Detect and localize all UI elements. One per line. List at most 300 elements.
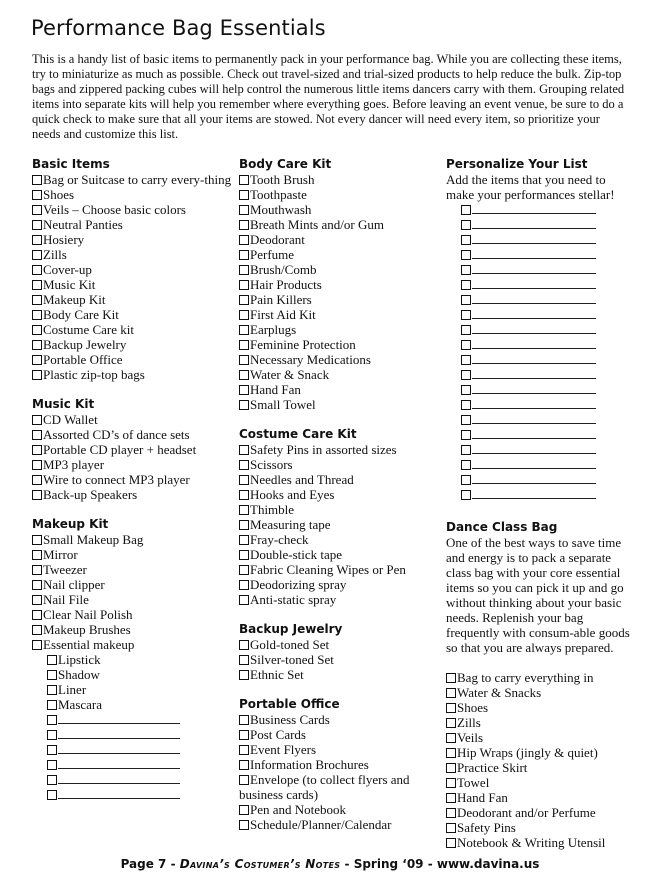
- checklist-item[interactable]: [239, 652, 439, 667]
- checklist-item[interactable]: [239, 667, 439, 682]
- checklist-item-label: Shoes: [457, 700, 489, 715]
- checklist-item[interactable]: [446, 745, 636, 760]
- write-in-line[interactable]: [472, 413, 596, 424]
- checkbox[interactable]: [461, 415, 471, 425]
- checklist-item[interactable]: [239, 172, 439, 187]
- checkbox[interactable]: [32, 295, 42, 305]
- write-in-line[interactable]: [472, 458, 596, 469]
- checkbox[interactable]: [239, 505, 249, 515]
- checkbox[interactable]: [32, 565, 42, 575]
- checklist-item-label: Hand Fan: [457, 790, 508, 805]
- checkbox[interactable]: [461, 250, 471, 260]
- checkbox[interactable]: [239, 820, 249, 830]
- checklist-item-label: Toothpaste: [250, 187, 307, 202]
- checklist-item[interactable]: [239, 802, 439, 817]
- checkbox[interactable]: [32, 640, 42, 650]
- blank-checklist-item[interactable]: [446, 442, 636, 457]
- section-heading: Makeup Kit: [32, 517, 109, 531]
- blank-checklist-item[interactable]: [446, 337, 636, 352]
- checkbox[interactable]: [239, 535, 249, 545]
- blank-checklist-item[interactable]: [446, 472, 636, 487]
- checklist-item-label: Veils: [457, 730, 483, 745]
- checklist-item-label: Fabric Cleaning Wipes or Pen: [250, 562, 406, 577]
- checkbox[interactable]: [239, 595, 249, 605]
- blank-checklist-item[interactable]: [32, 727, 232, 742]
- checkbox[interactable]: [47, 745, 57, 755]
- checkbox[interactable]: [32, 175, 42, 185]
- checkbox[interactable]: [239, 565, 249, 575]
- write-in-line[interactable]: [472, 323, 596, 334]
- checklist-item-label: Makeup Brushes: [43, 622, 131, 637]
- checklist-item-label: Music Kit: [43, 277, 96, 292]
- checklist-item-label: Liner: [58, 682, 87, 697]
- checkbox[interactable]: [239, 295, 249, 305]
- checklist-item[interactable]: [239, 637, 439, 652]
- checklist-item[interactable]: [32, 172, 232, 187]
- checkbox[interactable]: [32, 610, 42, 620]
- checklist-item-label: Deodorizing spray: [250, 577, 347, 592]
- checklist-item[interactable]: [32, 307, 232, 322]
- checklist-item[interactable]: [239, 247, 439, 262]
- checklist-item-label: Safety Pins: [457, 820, 516, 835]
- checkbox[interactable]: [461, 280, 471, 290]
- checklist-item[interactable]: [32, 622, 232, 637]
- basic-items-section: [32, 157, 232, 382]
- checkbox[interactable]: [32, 190, 42, 200]
- checklist-item[interactable]: [239, 367, 439, 382]
- checklist-item[interactable]: [239, 277, 439, 292]
- section-heading: Music Kit: [32, 397, 95, 411]
- checkbox[interactable]: [446, 838, 456, 848]
- checklist-item[interactable]: [32, 187, 232, 202]
- checkbox[interactable]: [239, 325, 249, 335]
- checkbox[interactable]: [47, 700, 57, 710]
- checkbox[interactable]: [32, 445, 42, 455]
- write-in-line[interactable]: [58, 773, 180, 784]
- checklist-item[interactable]: [239, 397, 439, 412]
- checkbox[interactable]: [239, 250, 249, 260]
- checkbox[interactable]: [461, 475, 471, 485]
- checklist-item-label: Thimble: [250, 502, 295, 517]
- checkbox[interactable]: [239, 445, 249, 455]
- checklist-item[interactable]: [32, 232, 232, 247]
- section-heading: Backup Jewelry: [239, 622, 343, 636]
- blank-checklist-item[interactable]: [446, 457, 636, 472]
- checkbox[interactable]: [446, 703, 456, 713]
- checkbox[interactable]: [239, 580, 249, 590]
- write-in-line[interactable]: [472, 233, 596, 244]
- checklist-item-label: Brush/Comb: [250, 262, 317, 277]
- checklist-item[interactable]: [239, 532, 439, 547]
- write-in-line[interactable]: [472, 383, 596, 394]
- checklist-item-label: Backup Jewelry: [43, 337, 127, 352]
- checklist: [32, 172, 232, 382]
- checklist-item[interactable]: [32, 457, 232, 472]
- checklist-item-label: Bag to carry everything in: [457, 670, 594, 685]
- checkbox[interactable]: [239, 655, 249, 665]
- checkbox[interactable]: [239, 265, 249, 275]
- checklist-item[interactable]: [446, 715, 636, 730]
- checkbox[interactable]: [47, 715, 57, 725]
- checkbox[interactable]: [32, 310, 42, 320]
- checkbox[interactable]: [446, 763, 456, 773]
- checklist-item[interactable]: [32, 547, 232, 562]
- checklist-item[interactable]: [239, 322, 439, 337]
- checkbox[interactable]: [47, 670, 57, 680]
- checklist-item-label: Costume Care kit: [43, 322, 134, 337]
- checkbox[interactable]: [239, 550, 249, 560]
- checklist-item[interactable]: [32, 412, 232, 427]
- checkbox[interactable]: [461, 385, 471, 395]
- checklist-item[interactable]: [239, 382, 439, 397]
- checklist-item-label: Breath Mints and/or Gum: [250, 217, 384, 232]
- write-in-line[interactable]: [472, 353, 596, 364]
- write-in-line[interactable]: [472, 293, 596, 304]
- checkbox[interactable]: [47, 790, 57, 800]
- checklist-item[interactable]: [239, 592, 439, 607]
- blank-checklist-item[interactable]: [32, 742, 232, 757]
- checklist-item[interactable]: [32, 442, 232, 457]
- checkbox[interactable]: [239, 280, 249, 290]
- page-title: Performance Bag Essentials: [31, 16, 326, 40]
- checklist-item-label: Zills: [457, 715, 481, 730]
- checklist-item-label: CD Wallet: [43, 412, 98, 427]
- blank-checklist-item[interactable]: [446, 247, 636, 262]
- checklist: [239, 712, 439, 832]
- checklist-item[interactable]: [446, 730, 636, 745]
- checkbox[interactable]: [32, 460, 42, 470]
- checklist-item-label: Small Towel: [250, 397, 316, 412]
- blank-checklist-item[interactable]: [446, 367, 636, 382]
- write-in-line[interactable]: [58, 743, 180, 754]
- checkbox[interactable]: [239, 205, 249, 215]
- write-in-line[interactable]: [472, 308, 596, 319]
- checkbox[interactable]: [32, 550, 42, 560]
- checkbox[interactable]: [446, 688, 456, 698]
- checkbox[interactable]: [32, 490, 42, 500]
- checkbox[interactable]: [32, 415, 42, 425]
- checklist-item[interactable]: [32, 202, 232, 217]
- checkbox[interactable]: [239, 805, 249, 815]
- checkbox[interactable]: [32, 325, 42, 335]
- checklist-item[interactable]: [239, 352, 439, 367]
- checklist-item[interactable]: [239, 712, 439, 727]
- checklist-item[interactable]: [32, 667, 232, 682]
- checkbox[interactable]: [239, 190, 249, 200]
- checkbox[interactable]: [239, 640, 249, 650]
- checklist-item-label: Nail File: [43, 592, 89, 607]
- write-in-line[interactable]: [472, 368, 596, 379]
- checkbox[interactable]: [239, 385, 249, 395]
- checklist-item-label: Feminine Protection: [250, 337, 356, 352]
- write-in-line[interactable]: [472, 338, 596, 349]
- checklist-item[interactable]: [32, 697, 232, 712]
- checklist-item[interactable]: [32, 532, 232, 547]
- checklist-item[interactable]: [239, 742, 439, 757]
- checkbox[interactable]: [461, 430, 471, 440]
- checklist-item-label: Pain Killers: [250, 292, 312, 307]
- blank-checklist-item[interactable]: [32, 787, 232, 802]
- checklist-item[interactable]: [446, 835, 636, 850]
- checklist-item[interactable]: [32, 217, 232, 232]
- checkbox[interactable]: [47, 685, 57, 695]
- checklist-item-label: Safety Pins in assorted sizes: [250, 442, 397, 457]
- checkbox[interactable]: [239, 775, 249, 785]
- checkbox[interactable]: [461, 490, 471, 500]
- checklist-item-label: Cover-up: [43, 262, 92, 277]
- write-in-line[interactable]: [472, 443, 596, 454]
- checkbox[interactable]: [461, 370, 471, 380]
- checkbox[interactable]: [239, 520, 249, 530]
- checklist-item[interactable]: [32, 472, 232, 487]
- checkbox[interactable]: [461, 310, 471, 320]
- page-number: Page 7 -: [120, 857, 176, 871]
- checklist-item[interactable]: [239, 217, 439, 232]
- checkbox[interactable]: [32, 355, 42, 365]
- checkbox[interactable]: [47, 775, 57, 785]
- blank-checklist-item[interactable]: [446, 202, 636, 217]
- blank-checklist-item[interactable]: [446, 487, 636, 502]
- portable-office-section: [239, 697, 439, 832]
- write-in-line[interactable]: [472, 218, 596, 229]
- checklist-item[interactable]: [239, 187, 439, 202]
- checklist-item-label: Mascara: [58, 697, 103, 712]
- blank-checklist-item[interactable]: [446, 217, 636, 232]
- checkbox[interactable]: [446, 793, 456, 803]
- write-in-line[interactable]: [58, 728, 180, 739]
- checkbox[interactable]: [239, 175, 249, 185]
- checklist-item[interactable]: [239, 262, 439, 277]
- checklist-item[interactable]: [32, 322, 232, 337]
- checkbox[interactable]: [47, 655, 57, 665]
- checklist-item-label: Mirror: [43, 547, 78, 562]
- checklist-item[interactable]: [239, 487, 439, 502]
- checklist-item-label: Makeup Kit: [43, 292, 106, 307]
- checkbox[interactable]: [446, 778, 456, 788]
- checkbox[interactable]: [239, 460, 249, 470]
- checkbox[interactable]: [32, 625, 42, 635]
- checkbox[interactable]: [446, 748, 456, 758]
- checkbox[interactable]: [239, 490, 249, 500]
- checkbox[interactable]: [239, 670, 249, 680]
- checklist-item[interactable]: [32, 592, 232, 607]
- checklist-item[interactable]: [32, 427, 232, 442]
- checklist-item-label: Small Makeup Bag: [43, 532, 144, 547]
- write-in-line[interactable]: [58, 713, 180, 724]
- checklist-item-label: Assorted CD’s of dance sets: [43, 427, 190, 442]
- checklist-item[interactable]: [32, 352, 232, 367]
- checklist-item[interactable]: [239, 472, 439, 487]
- checklist-item[interactable]: [446, 775, 636, 790]
- write-in-line[interactable]: [472, 263, 596, 274]
- write-in-line[interactable]: [472, 488, 596, 499]
- checklist-item[interactable]: [32, 337, 232, 352]
- checkbox[interactable]: [239, 310, 249, 320]
- checkbox[interactable]: [32, 250, 42, 260]
- checklist-item[interactable]: [239, 442, 439, 457]
- blank-checklist-item[interactable]: [446, 277, 636, 292]
- column-left: [32, 157, 232, 817]
- checklist-item[interactable]: [32, 367, 232, 382]
- checkbox[interactable]: [461, 220, 471, 230]
- checkbox[interactable]: [239, 760, 249, 770]
- checklist-item[interactable]: [239, 337, 439, 352]
- checklist-item[interactable]: [446, 670, 636, 685]
- checklist: [32, 532, 232, 652]
- section-heading: Dance Class Bag: [446, 520, 558, 534]
- checkbox[interactable]: [461, 325, 471, 335]
- checklist-item-label: Notebook & Writing Utensil: [457, 835, 606, 850]
- blank-checklist-item[interactable]: [446, 397, 636, 412]
- checklist-item[interactable]: [239, 292, 439, 307]
- blank-checklist-item[interactable]: [446, 292, 636, 307]
- checkbox[interactable]: [239, 370, 249, 380]
- checkbox[interactable]: [461, 340, 471, 350]
- checklist-item[interactable]: [32, 637, 232, 652]
- checkbox[interactable]: [461, 445, 471, 455]
- checkbox[interactable]: [32, 340, 42, 350]
- checklist-item[interactable]: [32, 562, 232, 577]
- checklist-item[interactable]: [239, 502, 439, 517]
- checklist-item[interactable]: [446, 685, 636, 700]
- checkbox[interactable]: [32, 580, 42, 590]
- checkbox[interactable]: [446, 823, 456, 833]
- checklist-item[interactable]: [239, 757, 439, 772]
- checklist-item[interactable]: [32, 277, 232, 292]
- checkbox[interactable]: [47, 760, 57, 770]
- checkbox[interactable]: [461, 265, 471, 275]
- checkbox[interactable]: [461, 460, 471, 470]
- checklist-item[interactable]: [32, 577, 232, 592]
- checkbox[interactable]: [32, 235, 42, 245]
- checkbox[interactable]: [32, 265, 42, 275]
- checkbox[interactable]: [239, 340, 249, 350]
- blank-checklist-item[interactable]: [446, 382, 636, 397]
- checkbox[interactable]: [446, 808, 456, 818]
- checkbox[interactable]: [239, 220, 249, 230]
- checklist-item[interactable]: [32, 292, 232, 307]
- write-in-line[interactable]: [472, 398, 596, 409]
- checkbox[interactable]: [32, 595, 42, 605]
- checklist-item-label: First Aid Kit: [250, 307, 316, 322]
- blank-checklist-item[interactable]: [446, 307, 636, 322]
- blank-checklist-item[interactable]: [446, 262, 636, 277]
- checklist-item[interactable]: [446, 820, 636, 835]
- blank-checklist-item[interactable]: [32, 712, 232, 727]
- write-in-line[interactable]: [472, 278, 596, 289]
- checklist-item[interactable]: [32, 262, 232, 277]
- checkbox[interactable]: [32, 475, 42, 485]
- checklist-item[interactable]: [446, 700, 636, 715]
- checkbox[interactable]: [461, 400, 471, 410]
- checkbox[interactable]: [239, 715, 249, 725]
- checklist-item[interactable]: [239, 727, 439, 742]
- intro-paragraph: This is a handy list of basic items to permanently pack in your performance bag. While you are collecting these items, try to miniaturize as much as possible. Check out travel-sized and trial-sized products to help reduce the bulk. Zip-top bags and zippered packing cubes will help control the numerous little items dancers carry with them. Grouping related items into separate kits will help you remember where everything goes. Before leaving an event venue, be sure to do a quick check to make sure that all your items are stowed. Not every dancer will need every item, so prioritize your needs and customize this list.: [32, 52, 625, 141]
- write-in-line[interactable]: [58, 788, 180, 799]
- blank-checklist-item[interactable]: [446, 232, 636, 247]
- checkbox[interactable]: [239, 730, 249, 740]
- checkbox[interactable]: [239, 355, 249, 365]
- blank-checklist-item[interactable]: [446, 427, 636, 442]
- blank-checklist-item[interactable]: [446, 322, 636, 337]
- checklist-item[interactable]: [32, 607, 232, 622]
- checkbox[interactable]: [32, 430, 42, 440]
- write-in-line[interactable]: [472, 428, 596, 439]
- checklist-item[interactable]: [239, 577, 439, 592]
- blank-checklist-item[interactable]: [446, 352, 636, 367]
- checkbox[interactable]: [461, 355, 471, 365]
- write-in-line[interactable]: [58, 758, 180, 769]
- checklist-item[interactable]: [239, 232, 439, 247]
- checkbox[interactable]: [461, 295, 471, 305]
- checkbox[interactable]: [32, 280, 42, 290]
- checklist-item-label: Measuring tape: [250, 517, 331, 532]
- checklist-item[interactable]: [446, 760, 636, 775]
- checklist-item[interactable]: [32, 247, 232, 262]
- checklist-item-label: Hosiery: [43, 232, 85, 247]
- checkbox[interactable]: [32, 205, 42, 215]
- checkbox[interactable]: [32, 535, 42, 545]
- checklist-item-label: Deodorant: [250, 232, 305, 247]
- checkbox[interactable]: [446, 718, 456, 728]
- write-in-line[interactable]: [472, 473, 596, 484]
- checklist-item[interactable]: [239, 517, 439, 532]
- checkbox[interactable]: [461, 235, 471, 245]
- checklist-item[interactable]: [239, 202, 439, 217]
- checklist-item-label: Hooks and Eyes: [250, 487, 335, 502]
- checklist-item[interactable]: [239, 547, 439, 562]
- section-heading: Portable Office: [239, 697, 340, 711]
- checklist-item[interactable]: [32, 682, 232, 697]
- blank-checklist-item[interactable]: [32, 757, 232, 772]
- checklist-item[interactable]: [239, 772, 439, 802]
- checkbox[interactable]: [446, 673, 456, 683]
- blank-checklist-item[interactable]: [32, 772, 232, 787]
- backup-jewelry-section: [239, 622, 439, 682]
- checkbox[interactable]: [239, 745, 249, 755]
- page-footer: [0, 857, 660, 871]
- checklist-item[interactable]: [32, 652, 232, 667]
- personalize-text: Add the items that you need to make your performances stellar!: [446, 172, 615, 202]
- checklist-item[interactable]: [446, 790, 636, 805]
- blank-checklist-item[interactable]: [446, 412, 636, 427]
- checklist-item-label: Shadow: [58, 667, 100, 682]
- write-in-line[interactable]: [472, 203, 596, 214]
- checklist-item[interactable]: [32, 487, 232, 502]
- checklist-item[interactable]: [239, 562, 439, 577]
- checklist-item-label: Essential makeup: [43, 637, 135, 652]
- write-in-line[interactable]: [472, 248, 596, 259]
- checklist-item[interactable]: [239, 817, 439, 832]
- issue-and-url: - Spring ‘09 - www.davina.us: [344, 857, 540, 871]
- checklist-item-label: Perfume: [250, 247, 295, 262]
- checkbox[interactable]: [239, 400, 249, 410]
- section-heading: Basic Items: [32, 157, 110, 171]
- checkbox[interactable]: [461, 205, 471, 215]
- checkbox[interactable]: [239, 235, 249, 245]
- checkbox[interactable]: [32, 220, 42, 230]
- checklist-item[interactable]: [239, 457, 439, 472]
- costume-care-kit-section: [239, 427, 439, 607]
- checkbox[interactable]: [47, 730, 57, 740]
- checkbox[interactable]: [32, 370, 42, 380]
- checklist-item-label: Schedule/Planner/Calendar: [250, 817, 392, 832]
- checklist-item-label: MP3 player: [43, 457, 105, 472]
- checklist-item[interactable]: [239, 307, 439, 322]
- checkbox[interactable]: [446, 733, 456, 743]
- checkbox[interactable]: [239, 475, 249, 485]
- checklist-item[interactable]: [446, 805, 636, 820]
